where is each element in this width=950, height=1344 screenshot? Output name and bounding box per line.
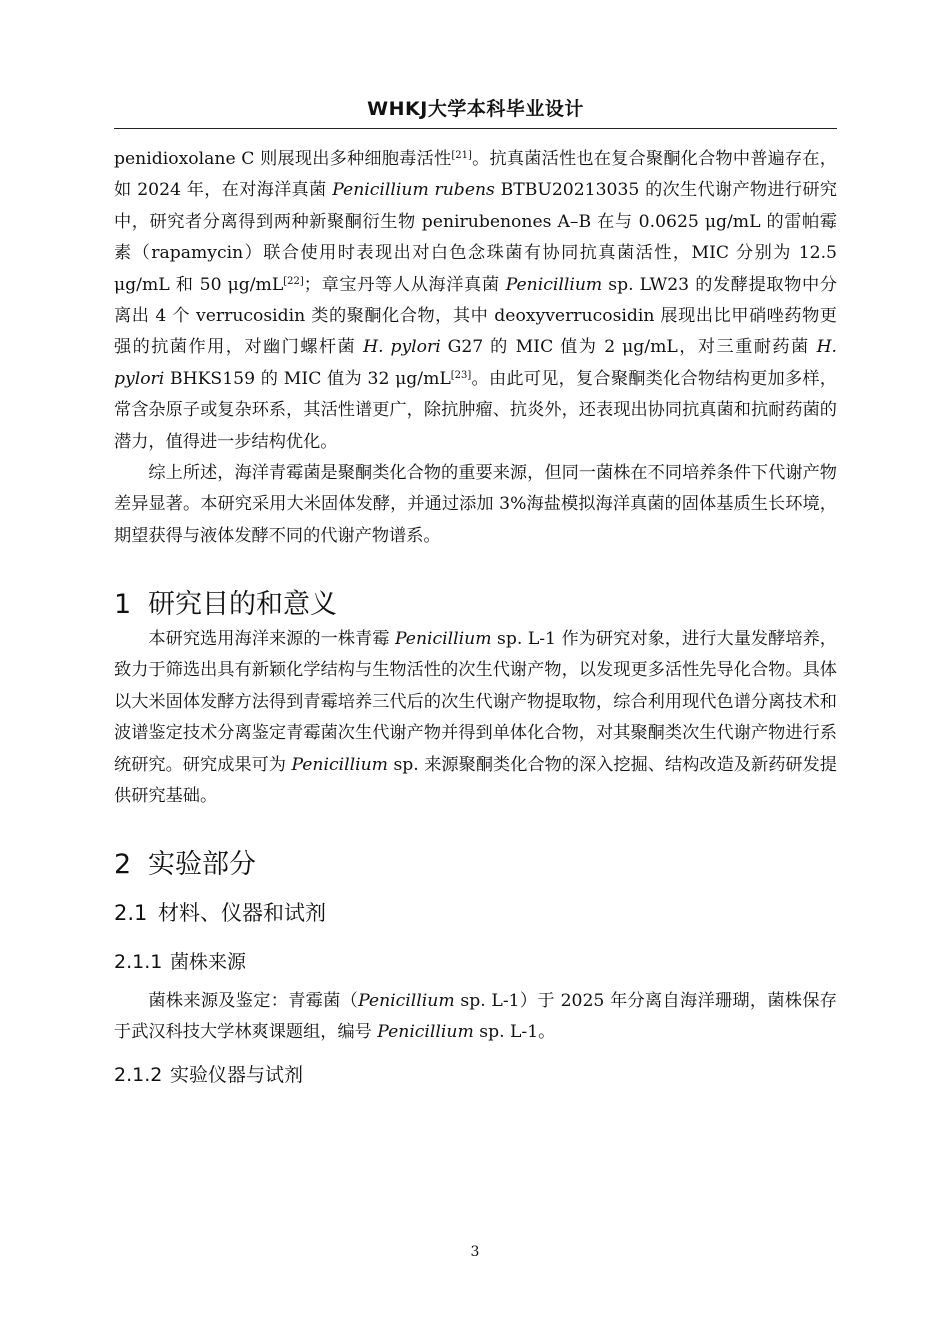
section-2-1-2-heading bbox=[114, 1060, 303, 1087]
section-2-1-1-text bbox=[114, 986, 837, 1049]
section-2-title: 实验部分 bbox=[148, 849, 256, 880]
section-2-1-1-title: 菌株来源 bbox=[170, 951, 247, 973]
section-2-number: 2 bbox=[114, 849, 132, 880]
section-2-1-1-number: 2.1.1 bbox=[114, 951, 163, 973]
section-2-1-2-title: 实验仪器与试剂 bbox=[170, 1064, 304, 1086]
intro-paragraph-2: 综上所述，海洋青霉菌是聚酮类化合物的重要来源，但同一菌株在不同培养条件下代谢产物差异显著。本研究采用大米固体发酵，并通过添加 3%海盐模拟海洋真菌的固体基质生长环境，期望获得与液体发酵不同的代谢产物谱系。 bbox=[114, 463, 837, 546]
intro-paragraph-1: penidioxolane C 则展现出多种细胞毒活性[21]。抗真菌活性也在复合聚酮化合物中普遍存在，如 2024 年，在对海洋真菌 Penicillium rubens BTBU20213035 的次生代谢产物进行研究中，研究者分离得到两种新聚酮衍生物 penirubenones A–B 在与 0.0625 μg/mL 的雷帕霉素（rapamycin）联合使用时表现出对白色念珠菌有协同抗真菌活性，MIC 分别为 12.5 μg/mL 和 50 μg/mL[22]；章宝丹等人从海洋真菌 Penicillium sp. LW23 的发酵提取物中分离出 4 个 verrucosidin 类的聚酮化合物，其中 deoxyverrucosidin 展现出比甲硝唑药物更强的抗菌作用，对幽门螺杆菌 H. pylori G27 的 MIC 值为 2 μg/mL，对三重耐药菌 H. pylori BHKS159 的 MIC 值为 32 μg/mL[23]。由此可见，复合聚酮类化合物结构更加多样，常含杂原子或复杂环系，其活性谱更广，除抗肿瘤、抗炎外，还表现出协同抗真菌和抗耐药菌的潜力，值得进一步结构优化。 bbox=[114, 149, 838, 452]
section-1-text bbox=[114, 624, 837, 812]
citation-21: [21] bbox=[451, 150, 472, 161]
header-divider bbox=[114, 128, 837, 129]
section-2-1-number: 2.1 bbox=[114, 901, 148, 925]
section-1-title: 研究目的和意义 bbox=[148, 589, 337, 620]
page-number: 3 bbox=[470, 1244, 480, 1260]
section-2-heading bbox=[114, 842, 256, 881]
intro-text bbox=[114, 144, 837, 552]
section-1-heading bbox=[114, 582, 337, 621]
citation-22: [22] bbox=[283, 275, 304, 287]
section-1-paragraph: 本研究选用海洋来源的一株青霉 Penicillium sp. L-1 作为研究对象，进行大量发酵培养，致力于筛选出具有新颖化学结构与生物活性的次生代谢产物，以发现更多活性先导化合物。具体以大米固体发酵方法得到青霉培养三代后的次生代谢产物提取物，综合利用现代色谱分离技术和波谱鉴定技术分离鉴定青霉菌次生代谢产物并得到单体化合物，对其聚酮类次生代谢产物进行系统研究。研究成果可为 Penicillium sp. 来源聚酮类化合物的深入挖掘、结构改造及新药研发提供研究基础。 bbox=[114, 629, 837, 807]
section-2-1-1-heading bbox=[114, 947, 246, 974]
section-2-1-heading bbox=[114, 897, 326, 927]
citation-23: [23] bbox=[450, 369, 472, 381]
section-2-1-1-paragraph: 菌株来源及鉴定：青霉菌（Penicillium sp. L-1）于 2025 年分离自海洋珊瑚，菌株保存于武汉科技大学林爽课题组，编号 Penicillium sp. L-1。 bbox=[114, 991, 837, 1043]
section-1-number: 1 bbox=[114, 589, 132, 620]
page-header-title: WHKJ大学本科毕业设计 bbox=[367, 98, 584, 120]
section-2-1-title: 材料、仪器和试剂 bbox=[158, 901, 326, 925]
section-2-1-2-number: 2.1.2 bbox=[114, 1064, 163, 1086]
